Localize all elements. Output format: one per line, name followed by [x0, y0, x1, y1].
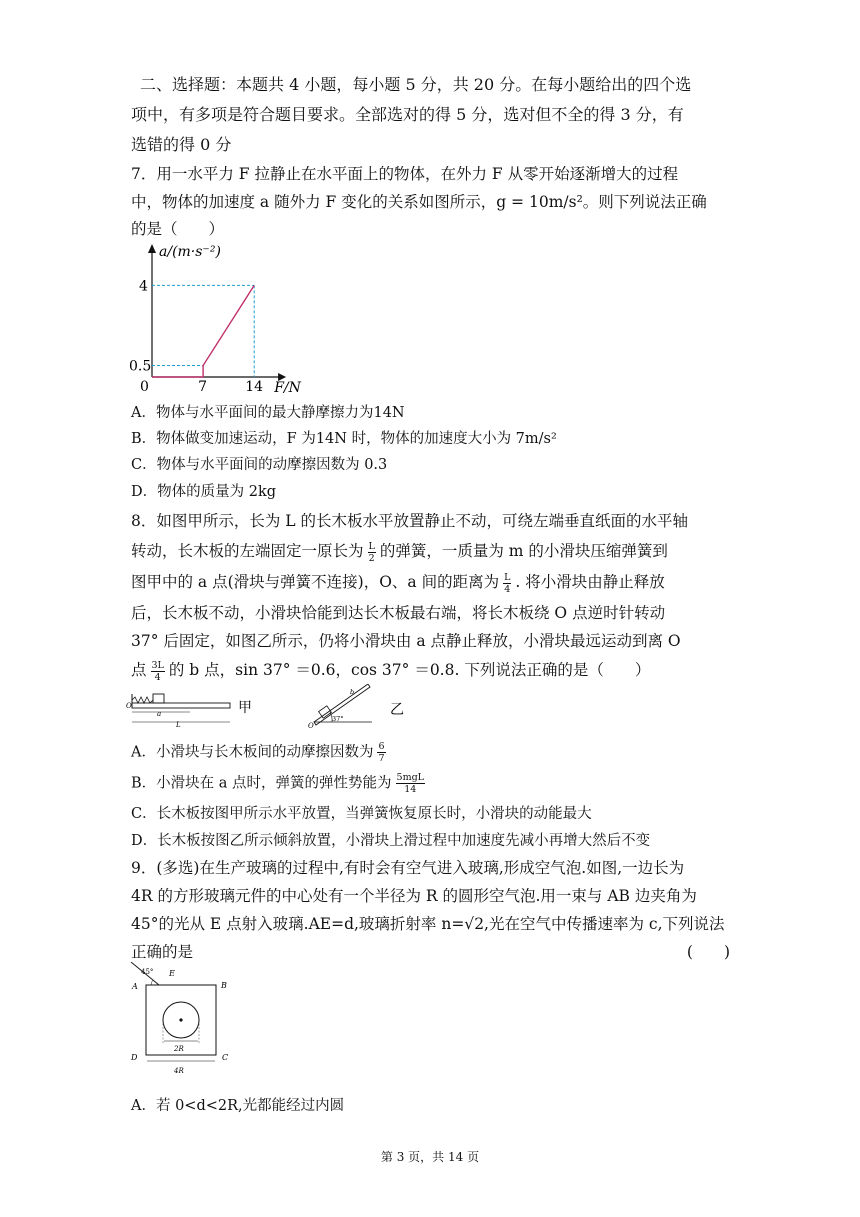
q8-text: 的弹簧，一质量为 m 的小滑块压缩弹簧到 — [379, 542, 668, 560]
q8-text: 图甲中的 a 点(滑块与弹簧不连接)，O、a 间的距离为 — [131, 573, 500, 591]
q8-stem-line3 — [131, 571, 665, 595]
y-axis-arrow — [148, 244, 156, 253]
q9-stem-line1: 9．(多选)在生产玻璃的过程中,有时会有空气进入玻璃,形成空气泡.如图,一边长为 — [131, 859, 685, 877]
q7-stem-line3: 的是（ ） — [131, 220, 225, 238]
q7-option-a: A．物体与水平面间的最大静摩擦力为14N — [131, 405, 405, 421]
option-text: A．小滑块与长木板间的动摩擦因数为 — [131, 744, 374, 761]
fraction-denominator: 4 — [504, 583, 511, 595]
fraction-5mgl-over-14 — [396, 772, 425, 795]
fraction-numerator: 5mgL — [396, 772, 424, 783]
fraction-numerator: 3L — [151, 659, 164, 671]
fraction-numerator: L — [504, 571, 511, 583]
section-header-line3: 选错的得 0 分 — [131, 135, 232, 154]
q9-answer-paren: ( ) — [686, 943, 730, 961]
figure-label-yi: 乙 — [390, 702, 404, 718]
label-b: B — [221, 981, 227, 990]
q8-stem-line6 — [131, 659, 650, 683]
q7-option-b: B．物体做变加速运动，F 为14N 时，物体的加速度大小为 7m/s² — [131, 431, 557, 447]
q8-figure-yi — [302, 684, 410, 730]
q8-option-d: D．长木板按图乙所示倾斜放置，小滑块上滑过程中加速度先减小再增大然后不变 — [131, 833, 651, 849]
origin-label: 0 — [140, 379, 149, 395]
fraction-l-over-4 — [503, 572, 511, 595]
q9-stem-line3: 45°的光从 E 点射入玻璃.AE=d,玻璃折射率 n=√2,光在空气中传播速率为 c,下列说法 — [131, 915, 725, 933]
x-tick-label-7: 7 — [198, 379, 208, 395]
q8-stem-line4: 后，长木板不动，小滑块恰能到达长木板最右端，将长木板绕 O 点逆时针转动 — [131, 604, 666, 622]
q7-option-c: C．物体与水平面间的动摩擦因数为 0.3 — [131, 457, 388, 473]
label-e: E — [169, 969, 175, 978]
y-axis-label: a/(m·s⁻²) — [159, 244, 221, 260]
q8-text: 点 — [131, 661, 147, 679]
q8-option-b — [131, 772, 429, 795]
q8-stem-line5: 37° 后固定，如图乙所示，仍将小滑块由 a 点静止释放，小滑块最远运动到离 O — [131, 632, 681, 650]
q8-option-a — [131, 741, 390, 764]
q8-figure-jia — [126, 686, 266, 728]
data-series-line — [152, 285, 254, 377]
q7-acceleration-force-chart — [126, 240, 316, 400]
fraction-l-over-2 — [368, 541, 376, 564]
q7-stem-line2: 中，物体的加速度 a 随外力 F 变化的关系如图所示，g = 10m/s²。则下列说法正确 — [131, 193, 707, 211]
option-text: B．小滑块在 a 点时，弹簧的弹性势能为 — [131, 775, 392, 792]
q8-stem-line2 — [131, 540, 668, 564]
fraction-numerator: L — [368, 540, 375, 552]
q9-stem-line2: 4R 的方形玻璃元件的中心处有一个半径为 R 的圆形空气泡.用一束与 AB 边夹角为 — [131, 887, 697, 905]
q7-stem-line1: 7．用一水平力 F 拉静止在水平面上的物体，在外力 F 从零开始逐渐增大的过程 — [131, 165, 679, 183]
label-a: A — [132, 982, 138, 991]
label-37-degrees: 37° — [332, 715, 344, 723]
q9-stem-line4: 正确的是 — [131, 943, 194, 961]
x-axis-label: F/N — [274, 380, 301, 396]
fraction-3l-over-4 — [151, 660, 165, 683]
label-c: C — [222, 1053, 229, 1062]
q8-option-c: C．长木板按图甲所示水平放置，当弹簧恢复原长时，小滑块的动能最大 — [131, 806, 592, 822]
fraction-denominator: 7 — [378, 753, 385, 764]
label-b: b — [350, 688, 355, 696]
label-o: O — [126, 702, 132, 710]
y-tick-label-4: 4 — [139, 278, 148, 295]
label-a: a — [157, 710, 162, 718]
q9-glass-square-figure — [127, 962, 237, 1080]
q9-option-a: A．若 0<d<2R,光都能经过内圆 — [131, 1098, 345, 1114]
label-45-degrees: 45° — [141, 968, 154, 976]
q7-option-d: D．物体的质量为 2kg — [131, 484, 277, 500]
label-4r: 4R — [174, 1067, 184, 1075]
x-tick-label-14: 14 — [245, 379, 264, 395]
label-o: O — [308, 722, 314, 730]
q8-text: 的 b 点，sin 37° ＝0.6，cos 37° ＝0.8. 下列说法正确的是（ ） — [168, 661, 651, 679]
label-2r: 2R — [174, 1045, 184, 1053]
fraction-numerator: 6 — [378, 741, 385, 752]
fraction-denominator: 4 — [154, 671, 161, 683]
section-header-line1: 二、选择题：本题共 4 小题，每小题 5 分，共 20 分。在每小题给出的四个选 — [140, 75, 692, 94]
fraction-denominator: 2 — [368, 552, 375, 564]
figure-label-jia: 甲 — [238, 700, 252, 716]
label-l: L — [176, 721, 181, 728]
q8-text: . 将小滑块由静止释放 — [515, 573, 665, 591]
page-footer: 第 3 页，共 14 页 — [380, 1150, 480, 1164]
fraction-denominator: 14 — [404, 784, 417, 795]
fraction-6-over-7 — [377, 741, 385, 764]
section-header-line2: 项中，有多项是符合题目要求。全部选对的得 5 分，选对但不全的得 3 分，有 — [131, 105, 684, 124]
label-d: D — [131, 1053, 138, 1062]
y-tick-label-0.5: 0.5 — [129, 358, 152, 375]
q8-text: 转动，长木板的左端固定一原长为 — [131, 542, 364, 560]
q8-stem-line1: 8．如图甲所示，长为 L 的长木板水平放置静止不动，可绕左端垂直纸面的水平轴 — [131, 512, 689, 530]
